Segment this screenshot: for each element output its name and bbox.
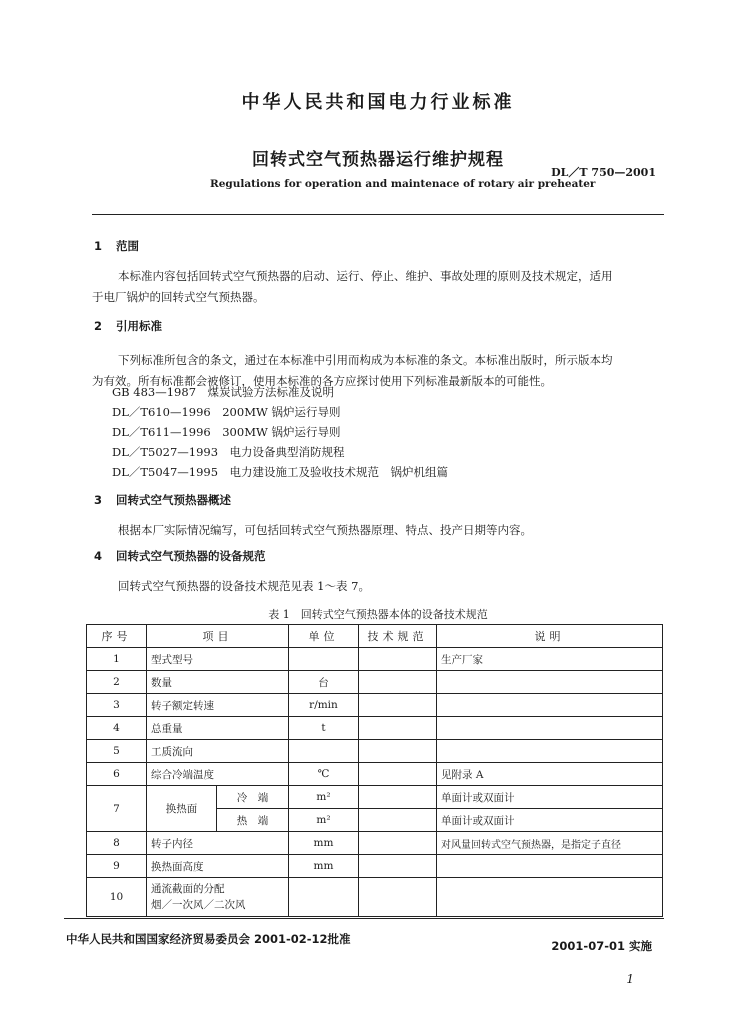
cell-note: 见附录 A bbox=[437, 763, 663, 786]
cell-spec bbox=[359, 763, 437, 786]
cell-item: 型式型号 bbox=[147, 648, 289, 671]
cell-note bbox=[437, 878, 663, 917]
cell-spec bbox=[359, 671, 437, 694]
table-row bbox=[87, 671, 663, 694]
section-title: 范围 bbox=[116, 239, 139, 253]
cell-sub-item: 热 端 bbox=[217, 809, 289, 832]
cell-unit: r/min bbox=[289, 694, 359, 717]
cell-item: 工质流向 bbox=[147, 740, 289, 763]
cell-note bbox=[437, 694, 663, 717]
cell-spec bbox=[359, 717, 437, 740]
section-title: 回转式空气预热器的设备规范 bbox=[116, 549, 266, 563]
cell-note bbox=[437, 740, 663, 763]
section-number: 3 bbox=[94, 493, 103, 507]
section-1-line-2: 于电厂锅炉的回转式空气预热器。 bbox=[92, 290, 265, 304]
section-number: 2 bbox=[94, 319, 103, 333]
reference-item: DL／T5027—1993 电力设备典型消防规程 bbox=[112, 445, 345, 459]
cell-item: 转子内径 bbox=[147, 832, 289, 855]
cell-item-line-2: 烟／一次风／二次风 bbox=[151, 899, 246, 911]
cell-no: 2 bbox=[87, 671, 147, 694]
section-1-line-1: 本标准内容包括回转式空气预热器的启动、运行、停止、维护、事故处理的原则及技术规定，适用 bbox=[118, 269, 613, 283]
section-3-heading bbox=[94, 492, 231, 508]
section-number: 1 bbox=[94, 239, 103, 253]
cell-sub-item: 冷 端 bbox=[217, 786, 289, 809]
reference-item: DL／T610—1996 200MW 锅炉运行导则 bbox=[112, 405, 341, 419]
cell-unit bbox=[289, 878, 359, 917]
header-rule bbox=[92, 214, 664, 215]
cell-spec bbox=[359, 832, 437, 855]
cell-note bbox=[437, 855, 663, 878]
cell-no: 10 bbox=[87, 878, 147, 917]
spec-table bbox=[86, 624, 663, 917]
cell-no: 7 bbox=[87, 786, 147, 832]
cell-item: 总重量 bbox=[147, 717, 289, 740]
standard-code: DL／T 750—2001 bbox=[551, 166, 656, 179]
cell-no: 8 bbox=[87, 832, 147, 855]
cell-item bbox=[147, 878, 289, 917]
table-row bbox=[87, 786, 663, 809]
effective-date: 2001-07-01 实施 bbox=[551, 939, 652, 953]
cell-spec bbox=[359, 694, 437, 717]
header-no: 序号 bbox=[87, 625, 147, 648]
cell-item: 换热面高度 bbox=[147, 855, 289, 878]
cell-spec bbox=[359, 786, 437, 809]
section-3-line-1: 根据本厂实际情况编写，可包括回转式空气预热器原理、特点、投产日期等内容。 bbox=[118, 523, 532, 537]
cell-spec bbox=[359, 740, 437, 763]
cell-unit: mm bbox=[289, 832, 359, 855]
issuer-text: 中华人民共和国国家经济贸易委员会 2001-02-12批准 bbox=[66, 932, 351, 946]
cell-spec bbox=[359, 809, 437, 832]
english-title: Regulations for operation and maintenace of rotary air preheater bbox=[210, 178, 596, 190]
table-row bbox=[87, 694, 663, 717]
cell-no: 6 bbox=[87, 763, 147, 786]
page-number: 1 bbox=[626, 972, 634, 986]
cell-unit: m² bbox=[289, 786, 359, 809]
cell-spec bbox=[359, 855, 437, 878]
cell-unit: t bbox=[289, 717, 359, 740]
cell-unit: mm bbox=[289, 855, 359, 878]
cell-no: 1 bbox=[87, 648, 147, 671]
reference-item: DL／T5047—1995 电力建设施工及验收技术规范 锅炉机组篇 bbox=[112, 465, 449, 479]
header-spec: 技术规范 bbox=[359, 625, 437, 648]
cell-note: 生产厂家 bbox=[437, 648, 663, 671]
cell-spec bbox=[359, 878, 437, 917]
cell-unit: 台 bbox=[289, 671, 359, 694]
table-row bbox=[87, 763, 663, 786]
table-row bbox=[87, 740, 663, 763]
table-row bbox=[87, 878, 663, 917]
cell-no: 3 bbox=[87, 694, 147, 717]
section-4-line-1: 回转式空气预热器的设备技术规范见表 1～表 7。 bbox=[118, 579, 370, 593]
header-note: 说明 bbox=[437, 625, 663, 648]
table-row bbox=[87, 717, 663, 740]
cell-unit: ℃ bbox=[289, 763, 359, 786]
table-row bbox=[87, 855, 663, 878]
cell-unit bbox=[289, 740, 359, 763]
table-row bbox=[87, 832, 663, 855]
cell-item: 数量 bbox=[147, 671, 289, 694]
cell-no: 4 bbox=[87, 717, 147, 740]
section-1-heading bbox=[94, 238, 139, 254]
cell-no: 5 bbox=[87, 740, 147, 763]
footer-rule bbox=[64, 918, 664, 919]
document-title: 回转式空气预热器运行维护规程 bbox=[252, 150, 504, 170]
cell-spec bbox=[359, 648, 437, 671]
cell-unit bbox=[289, 648, 359, 671]
section-4-heading bbox=[94, 548, 266, 564]
section-title: 回转式空气预热器概述 bbox=[116, 493, 231, 507]
section-title: 引用标准 bbox=[116, 319, 162, 333]
reference-item: GB 483—1987 煤炭试验方法标准及说明 bbox=[112, 385, 335, 399]
cell-note: 对风量回转式空气预热器，是指定子直径 bbox=[437, 832, 663, 855]
organization-title: 中华人民共和国电力行业标准 bbox=[241, 92, 515, 113]
cell-note bbox=[437, 717, 663, 740]
table-header-row bbox=[87, 625, 663, 648]
cell-item: 换热面 bbox=[147, 786, 217, 832]
table-caption: 表 1 回转式空气预热器本体的设备技术规范 bbox=[268, 608, 488, 621]
cell-unit: m² bbox=[289, 809, 359, 832]
section-2-line-1: 下列标准所包含的条文，通过在本标准中引用而构成为本标准的条文。本标准出版时，所示版本均 bbox=[118, 353, 613, 367]
cell-note: 单面计或双面计 bbox=[437, 809, 663, 832]
cell-item-line-1: 通流截面的分配 bbox=[151, 883, 225, 895]
section-2-heading bbox=[94, 318, 162, 334]
cell-no: 9 bbox=[87, 855, 147, 878]
cell-note: 单面计或双面计 bbox=[437, 786, 663, 809]
cell-note bbox=[437, 671, 663, 694]
cell-item: 综合冷端温度 bbox=[147, 763, 289, 786]
section-2-line-2: 为有效。所有标准都会被修订，使用本标准的各方应探讨使用下列标准最新版本的可能性。 bbox=[92, 374, 552, 388]
header-unit: 单位 bbox=[289, 625, 359, 648]
header-item: 项目 bbox=[147, 625, 289, 648]
cell-item: 转子额定转速 bbox=[147, 694, 289, 717]
section-number: 4 bbox=[94, 549, 103, 563]
reference-item: DL／T611—1996 300MW 锅炉运行导则 bbox=[112, 425, 341, 439]
table-row bbox=[87, 648, 663, 671]
